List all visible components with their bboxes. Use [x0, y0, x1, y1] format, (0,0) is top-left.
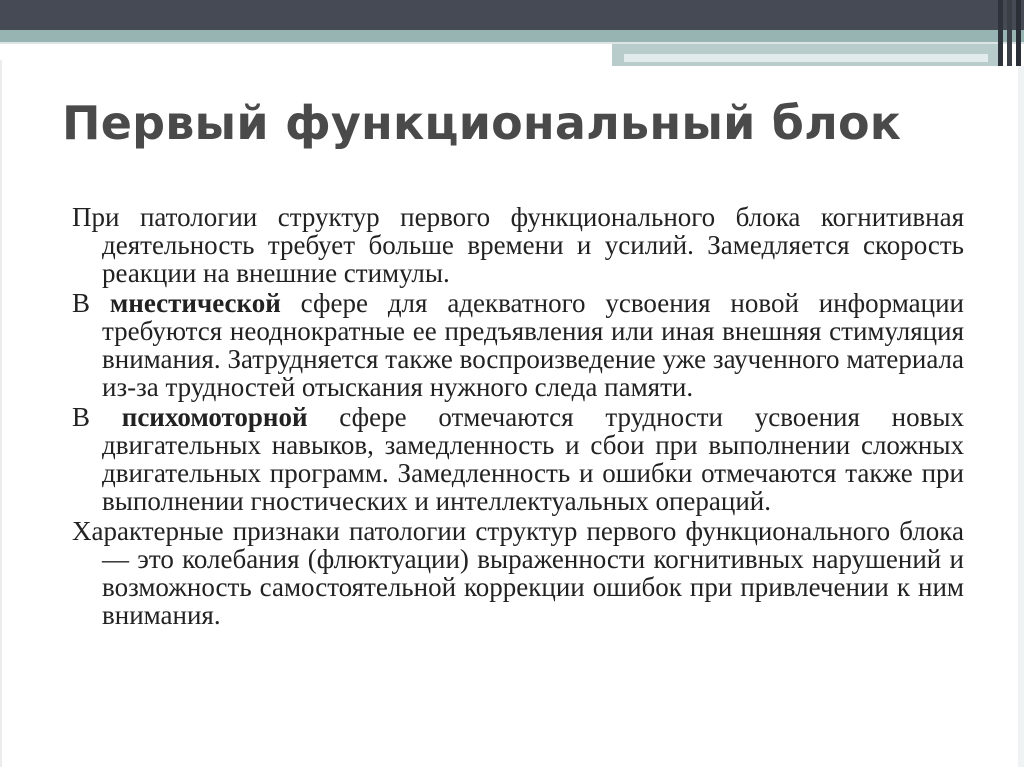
header-tab-accent: [612, 44, 1000, 66]
paragraph-4-text: Характерные признаки патологии структур первого функционального блока — это колебания (флюктуации) выраженности когнитивных нарушений и возможность самостоятельной коррекции ошибок при привлечении к ним внимания.: [72, 516, 964, 630]
paragraph-1: [72, 203, 964, 287]
corner-stripe-1: [998, 0, 1003, 66]
paragraph-1-text: При патологии структур первого функционального блока когнитивная деятельность требует больше времени и усилий. Замедляется скорость реакции на внешние стимулы.: [72, 202, 964, 288]
slide-title: Первый функциональный блок: [62, 96, 902, 150]
paragraph-2: [72, 289, 964, 401]
corner-stripe-3: [1016, 0, 1021, 66]
slide-body: [72, 203, 964, 631]
corner-stripe-2: [1007, 0, 1012, 66]
paragraph-2-text: сфере для адекватного усвоения новой информации требуются неоднократные ее предъявления или иная внешняя стимуляция внимания. Затрудняется также воспроизведение уже заученного материала из-за трудностей отыскания нужного следа памяти.: [102, 288, 964, 402]
paragraph-3-term: психомоторной: [121, 402, 308, 432]
header-tab-highlight: [624, 54, 988, 62]
paragraph-3-lead: В: [72, 402, 122, 432]
paragraph-4: [72, 517, 964, 629]
left-edge-shade: [0, 60, 2, 767]
header-band-teal: [0, 30, 1024, 42]
paragraph-2-lead: В: [72, 288, 110, 318]
right-edge-shade: [1018, 66, 1024, 767]
paragraph-3-text: сфере отмечаются трудности усвоения новых двигательных навыков, замедленность и сбои при выполнении сложных двигательных программ. Замедленность и ошибки отмечаются также при выполнении гностических и интеллектуальных операций.: [102, 402, 964, 516]
paragraph-2-term: мнестической: [109, 288, 281, 318]
paragraph-3: [72, 403, 964, 515]
header-band-dark: [0, 0, 1024, 30]
